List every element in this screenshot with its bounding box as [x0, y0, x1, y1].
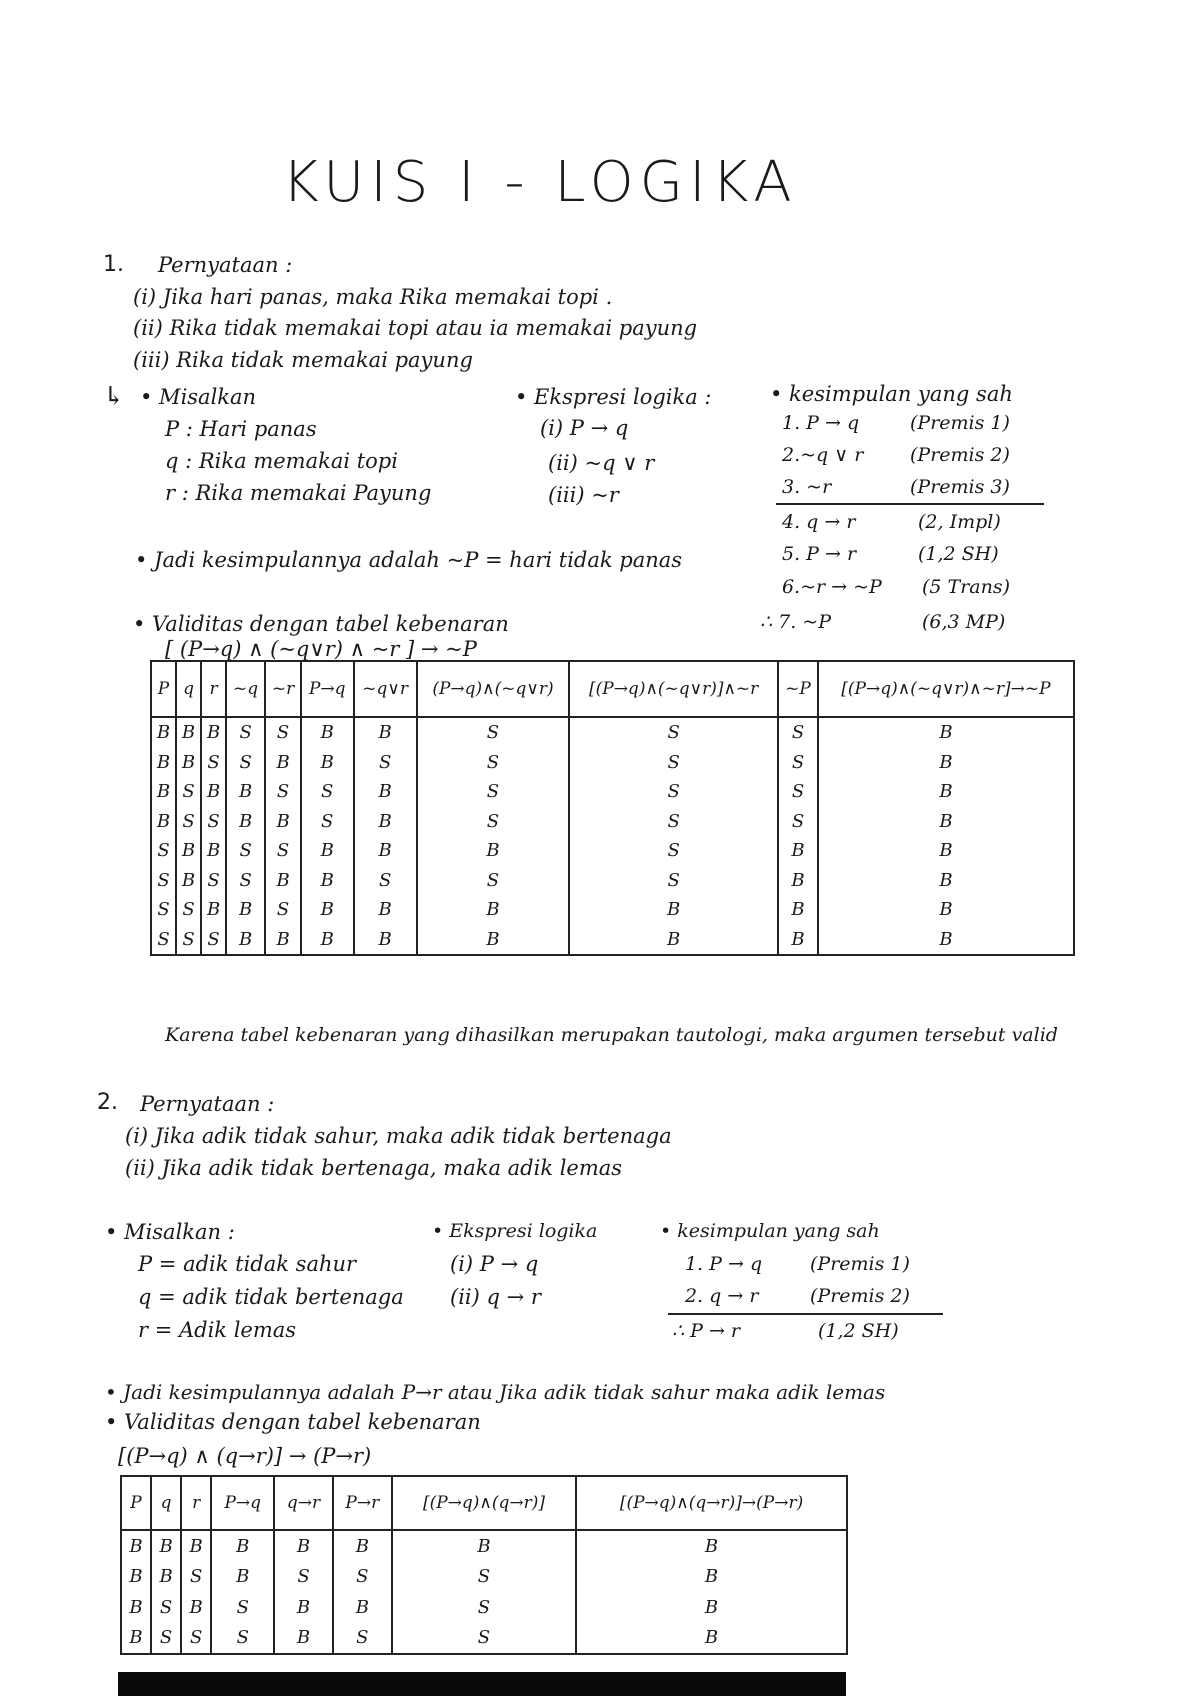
table-cell: B	[354, 807, 417, 837]
table-cell: B	[226, 895, 265, 925]
column-header: [(P→q)∧(q→r)]	[392, 1476, 576, 1530]
q1-misalkan-p: P : Hari panas	[165, 417, 317, 441]
table-cell: S	[569, 717, 778, 748]
q1-table-body	[151, 717, 1074, 955]
table-cell: S	[181, 1623, 211, 1655]
table-cell: B	[301, 866, 354, 896]
table-cell: S	[226, 836, 265, 866]
q1-misalkan-heading: • Misalkan	[140, 385, 257, 409]
table-cell: S	[226, 717, 265, 748]
q1-misalkan-r: r : Rika memakai Payung	[165, 481, 432, 505]
table-cell: S	[176, 777, 201, 807]
table-cell: S	[392, 1562, 576, 1593]
q2-ekspresi-heading: • Ekspresi logika	[432, 1220, 598, 1242]
table-cell: S	[151, 1592, 181, 1623]
q1-premise-divider	[776, 503, 1044, 505]
table-row	[151, 836, 1074, 866]
table-cell: S	[201, 866, 226, 896]
q2-misalkan-heading: • Misalkan :	[105, 1220, 235, 1244]
q1-ekspresi-heading: • Ekspresi logika :	[515, 385, 712, 409]
table-cell: B	[226, 807, 265, 837]
q1-truth-table	[150, 660, 1075, 956]
table-cell: B	[354, 717, 417, 748]
table-cell: B	[265, 807, 301, 837]
q2-formula: [(P→q) ∧ (q→r)] → (P→r)	[118, 1444, 372, 1468]
table-cell: S	[778, 717, 818, 748]
table-cell: B	[176, 866, 201, 896]
column-header: q	[176, 661, 201, 717]
table-cell: B	[576, 1592, 847, 1623]
q2-misalkan-p: P = adik tidak sahur	[138, 1252, 357, 1276]
q1-reason-1: (Premis 1)	[910, 412, 1010, 434]
q1-misalkan-q: q : Rika memakai topi	[165, 449, 398, 473]
q2-ekspresi-1: (i) P → q	[450, 1252, 539, 1276]
q1-number: 1.	[103, 252, 124, 277]
q1-step-7: ∴ 7. ~P	[760, 611, 831, 633]
table-cell: B	[156, 751, 171, 773]
table-cell: B	[354, 836, 417, 866]
table-cell: B	[301, 895, 354, 925]
table-cell: B	[354, 777, 417, 807]
table-cell: B	[156, 722, 171, 744]
q1-step-6: 6.~r → ~P	[782, 576, 882, 598]
table-row	[151, 895, 1074, 925]
table-cell: S	[333, 1562, 392, 1593]
table-cell: B	[201, 895, 226, 925]
table-cell: B	[156, 810, 171, 832]
q1-reason-2: (Premis 2)	[910, 444, 1010, 466]
table-cell: B	[176, 836, 201, 866]
table-cell: B	[818, 925, 1074, 956]
table-cell: S	[226, 748, 265, 778]
column-header: r	[181, 1476, 211, 1530]
table-cell: B	[354, 895, 417, 925]
table-cell: B	[274, 1530, 332, 1562]
column-header: q	[151, 1476, 181, 1530]
q2-misalkan-q: q = adik tidak bertenaga	[138, 1285, 404, 1309]
table-cell: B	[778, 836, 818, 866]
table-row	[121, 1592, 847, 1623]
table-cell: S	[778, 777, 818, 807]
q1-conclusion: • Jadi kesimpulannya adalah ~P = hari tidak panas	[135, 548, 683, 572]
q2-reason-3: (1,2 SH)	[818, 1320, 899, 1342]
table-cell: B	[778, 925, 818, 956]
q1-statement-1: (i) Jika hari panas, maka Rika memakai topi .	[133, 285, 613, 309]
column-header: P	[121, 1476, 151, 1530]
table-cell: B	[392, 1530, 576, 1562]
table-cell: S	[417, 748, 569, 778]
table-cell: B	[156, 781, 171, 803]
q2-step-1: 1. P → q	[685, 1253, 763, 1275]
table-cell: S	[417, 807, 569, 837]
column-header: r	[201, 661, 226, 717]
q1-validitas-heading: • Validitas dengan tabel kebenaran	[133, 612, 509, 636]
table-cell: S	[176, 925, 201, 956]
table-row	[151, 807, 1074, 837]
table-cell: B	[129, 1566, 143, 1588]
table-cell: S	[392, 1623, 576, 1655]
scan-edge-bar	[118, 1672, 846, 1696]
table-cell: B	[201, 836, 226, 866]
column-header: P	[151, 661, 176, 717]
table-cell: B	[151, 1530, 181, 1562]
table-cell: S	[333, 1623, 392, 1655]
q2-validitas-heading: • Validitas dengan tabel kebenaran	[105, 1410, 481, 1434]
table-cell: B	[181, 1530, 211, 1562]
table-row	[121, 1623, 847, 1655]
table-row	[151, 925, 1074, 956]
q1-step-1: 1. P → q	[782, 412, 860, 434]
q1-reason-6: (5 Trans)	[922, 576, 1011, 598]
q2-step-2: 2. q → r	[685, 1285, 759, 1307]
table-cell: B	[818, 777, 1074, 807]
table-cell: B	[333, 1530, 392, 1562]
table-cell: B	[417, 836, 569, 866]
q1-step-3: 3. ~r	[782, 476, 832, 498]
q1-reason-5: (1,2 SH)	[918, 543, 999, 565]
table-cell: S	[265, 895, 301, 925]
table-cell: B	[354, 925, 417, 956]
q1-step-5: 5. P → r	[782, 543, 857, 565]
q1-reason-4: (2, Impl)	[918, 511, 1001, 533]
q1-kesimpulan-heading: • kesimpulan yang sah	[770, 382, 1013, 406]
table-row	[151, 748, 1074, 778]
table-header-row	[121, 1476, 847, 1530]
table-cell: B	[265, 866, 301, 896]
table-cell: S	[157, 899, 170, 921]
table-cell: B	[333, 1592, 392, 1623]
table-cell: S	[778, 748, 818, 778]
table-cell: S	[354, 748, 417, 778]
table-cell: B	[778, 895, 818, 925]
table-cell: B	[274, 1592, 332, 1623]
table-cell: B	[417, 895, 569, 925]
q2-reason-1: (Premis 1)	[810, 1253, 910, 1275]
q1-formula: [ (P→q) ∧ (~q∨r) ∧ ~r ] → ~P	[165, 637, 477, 661]
q1-ekspresi-2: (ii) ~q ∨ r	[548, 451, 655, 475]
table-cell: S	[157, 928, 170, 950]
table-cell: S	[778, 807, 818, 837]
table-cell: S	[201, 807, 226, 837]
q2-number: 2.	[97, 1090, 118, 1115]
table-cell: S	[157, 840, 170, 862]
q1-final-statement: Karena tabel kebenaran yang dihasilkan merupakan tautologi, maka argumen tersebut valid	[165, 1024, 1058, 1046]
arrow-icon: ↳	[103, 382, 125, 412]
table-cell: B	[818, 717, 1074, 748]
table-cell: B	[576, 1623, 847, 1655]
table-cell: S	[211, 1623, 274, 1655]
column-header: P→q	[211, 1476, 274, 1530]
table-cell: S	[569, 836, 778, 866]
q2-statement-2: (ii) Jika adik tidak bertenaga, maka adik lemas	[125, 1156, 623, 1180]
table-cell: S	[201, 748, 226, 778]
table-cell: S	[157, 869, 170, 891]
q2-premise-divider	[668, 1313, 943, 1315]
table-cell: B	[818, 748, 1074, 778]
table-cell: B	[201, 777, 226, 807]
table-cell: B	[265, 925, 301, 956]
column-header: ~r	[265, 661, 301, 717]
table-header-row	[151, 661, 1074, 717]
table-cell: B	[211, 1530, 274, 1562]
q2-step-3: ∴ P → r	[672, 1320, 740, 1342]
table-cell: S	[301, 777, 354, 807]
table-cell: S	[201, 925, 226, 956]
table-cell: S	[354, 866, 417, 896]
q2-reason-2: (Premis 2)	[810, 1285, 910, 1307]
table-cell: S	[265, 777, 301, 807]
table-row	[121, 1530, 847, 1562]
q1-step-4: 4. q → r	[782, 511, 856, 533]
table-cell: S	[265, 717, 301, 748]
table-cell: B	[176, 717, 201, 748]
column-header: ~q	[226, 661, 265, 717]
column-header: [(P→q)∧(q→r)]→(P→r)	[576, 1476, 847, 1530]
column-header: q→r	[274, 1476, 332, 1530]
table-cell: B	[576, 1530, 847, 1562]
table-cell: S	[417, 866, 569, 896]
table-cell: B	[778, 866, 818, 896]
q1-ekspresi-1: (i) P → q	[540, 416, 629, 440]
column-header: P→q	[301, 661, 354, 717]
table-cell: B	[569, 925, 778, 956]
q2-table-body	[121, 1530, 847, 1654]
table-cell: B	[301, 925, 354, 956]
table-row	[121, 1562, 847, 1593]
table-cell: B	[576, 1562, 847, 1593]
q2-kesimpulan-heading: • kesimpulan yang sah	[660, 1220, 880, 1242]
table-cell: S	[569, 866, 778, 896]
q2-ekspresi-2: (ii) q → r	[450, 1285, 541, 1309]
q1-step-2: 2.~q ∨ r	[782, 444, 864, 466]
q1-statement-3: (iii) Rika tidak memakai payung	[133, 348, 473, 372]
column-header: [(P→q)∧(~q∨r)∧~r]→~P	[818, 661, 1074, 717]
table-cell: B	[129, 1535, 143, 1557]
column-header: ~P	[778, 661, 818, 717]
table-cell: S	[569, 748, 778, 778]
q2-statement-1: (i) Jika adik tidak sahur, maka adik tidak bertenaga	[125, 1124, 672, 1148]
table-cell: B	[265, 748, 301, 778]
table-cell: S	[151, 1623, 181, 1655]
table-cell: S	[176, 895, 201, 925]
table-cell: B	[818, 866, 1074, 896]
table-row	[151, 717, 1074, 748]
table-cell: B	[818, 895, 1074, 925]
table-cell: B	[129, 1596, 143, 1618]
table-row	[151, 777, 1074, 807]
table-cell: S	[301, 807, 354, 837]
table-cell: S	[211, 1592, 274, 1623]
column-header: P→r	[333, 1476, 392, 1530]
column-header: ~q∨r	[354, 661, 417, 717]
table-cell: B	[417, 925, 569, 956]
table-cell: S	[569, 777, 778, 807]
table-cell: B	[129, 1627, 143, 1649]
q1-ekspresi-3: (iii) ~r	[548, 483, 619, 507]
table-cell: B	[569, 895, 778, 925]
table-cell: S	[417, 717, 569, 748]
q2-heading: Pernyataan :	[140, 1092, 275, 1116]
table-cell: B	[818, 807, 1074, 837]
page-title: KUIS I - LOGIKA	[282, 150, 798, 215]
table-cell: S	[274, 1562, 332, 1593]
table-row	[151, 866, 1074, 896]
table-cell: B	[301, 717, 354, 748]
q2-conclusion: • Jadi kesimpulannya adalah P→r atau Jika adik tidak sahur maka adik lemas	[105, 1380, 886, 1404]
table-cell: S	[226, 866, 265, 896]
table-cell: B	[201, 717, 226, 748]
column-header: (P→q)∧(~q∨r)	[417, 661, 569, 717]
table-cell: B	[176, 748, 201, 778]
q1-reason-7: (6,3 MP)	[922, 611, 1006, 633]
table-cell: B	[226, 777, 265, 807]
table-cell: B	[226, 925, 265, 956]
table-cell: S	[181, 1562, 211, 1593]
q1-statement-2: (ii) Rika tidak memakai topi atau ia memakai payung	[133, 316, 698, 340]
table-cell: S	[569, 807, 778, 837]
table-cell: B	[818, 836, 1074, 866]
q1-heading: Pernyataan :	[158, 253, 293, 277]
table-cell: S	[417, 777, 569, 807]
q2-misalkan-r: r = Adik lemas	[138, 1318, 297, 1342]
table-cell: S	[265, 836, 301, 866]
table-cell: B	[301, 836, 354, 866]
q2-truth-table	[120, 1475, 848, 1655]
table-cell: B	[274, 1623, 332, 1655]
q1-reason-3: (Premis 3)	[910, 476, 1010, 498]
table-cell: B	[151, 1562, 181, 1593]
table-cell: B	[211, 1562, 274, 1593]
table-cell: S	[176, 807, 201, 837]
table-cell: B	[301, 748, 354, 778]
table-cell: B	[181, 1592, 211, 1623]
column-header: [(P→q)∧(~q∨r)]∧~r	[569, 661, 778, 717]
table-cell: S	[392, 1592, 576, 1623]
